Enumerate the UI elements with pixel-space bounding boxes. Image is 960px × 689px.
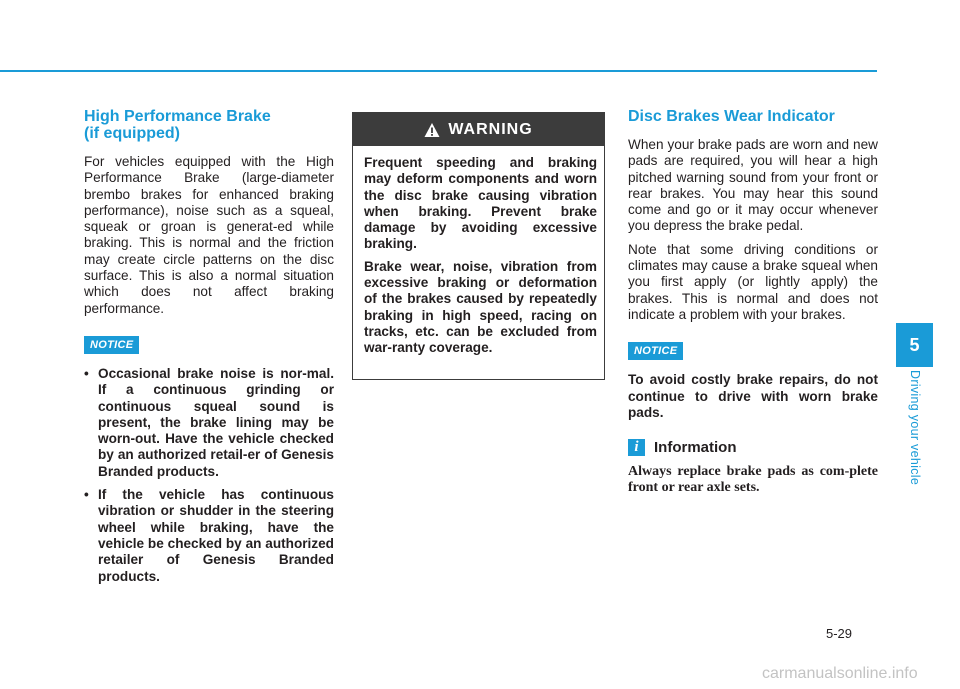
wear-indicator-paragraph: Note that some driving conditions or climates may cause a brake squeal when you first apply (or lightly apply) the brakes. This is normal and does not indicate a problem with your brakes. — [628, 241, 878, 322]
information-header — [628, 439, 878, 456]
notice-badge: NOTICE — [84, 336, 139, 354]
notice-badge: NOTICE — [628, 342, 683, 360]
chapter-side-label: Driving your vehicle — [908, 370, 922, 486]
warning-body — [353, 146, 604, 357]
bullet-icon: • — [84, 365, 89, 381]
warning-paragraph: Frequent speeding and braking may deform components and worn the disc brake causing vibration when braking. Prevent brake damage by avoiding excessive braking. — [364, 155, 597, 252]
chapter-tab: 5 — [896, 323, 933, 367]
section-heading-high-performance-brake: High Performance Brake (if equipped) — [84, 108, 271, 142]
right-column — [628, 108, 878, 496]
header-rule — [0, 70, 877, 72]
warning-header — [353, 113, 604, 146]
page-number: 5-29 — [826, 626, 853, 641]
high-performance-brake-paragraph: For vehicles equipped with the High Performance Brake (large-diameter brembo brakes for enhanced braking performance), noise such as a squeal, squeak or groan is generat-ed while braking. This is normal and the friction may create circle patterns on the disc surface. This is also a normal situation which does not affect braking performance. — [84, 154, 334, 316]
information-title: Information — [654, 439, 737, 457]
bullet-icon: • — [84, 487, 89, 503]
warning-triangle-icon — [424, 122, 440, 138]
notice-bullet-list — [84, 366, 334, 585]
left-column — [84, 108, 334, 592]
warning-box — [352, 112, 605, 380]
wear-indicator-paragraph: When your brake pads are worn and new pads are required, you will hear a high pitched warning sound from your front or rear brakes. You may hear this sound come and go or it may occur whenever you depress the brake pedal. — [628, 137, 878, 234]
notice-text: To avoid costly brake repairs, do not continue to drive with worn brake pads. — [628, 372, 878, 420]
section-heading-disc-brakes-wear-indicator: Disc Brakes Wear Indicator — [628, 108, 835, 125]
list-item: • If the vehicle has continuous vibration or shudder in the steering wheel while braking, have the vehicle be checked by an authorized retailer of Genesis Branded products. — [84, 487, 334, 584]
warning-paragraph: Brake wear, noise, vibration from excessive braking or deformation of the brakes caused by repeatedly braking in high speed, racing on tracks, etc. can be excluded from war-ranty coverage. — [364, 258, 597, 356]
information-text: Always replace brake pads as com-plete front or rear axle sets. — [628, 464, 878, 496]
warning-title: WARNING — [448, 120, 533, 138]
list-item: • Occasional brake noise is nor-mal. If a continuous grinding or continuous squeal sound is present, the brake lining may be worn-out. Have the vehicle checked by an authorized retail-er of Genesis Branded products. — [84, 365, 334, 479]
info-icon: i — [628, 439, 645, 456]
watermark: carmanualsonline.info — [762, 665, 918, 682]
